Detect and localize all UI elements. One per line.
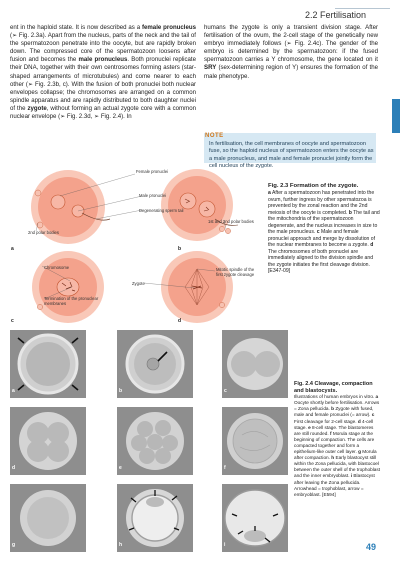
section-header: 2.2 Fertilisation — [304, 10, 366, 20]
caption-letter: a — [268, 190, 271, 196]
fig24-panel-b-letter: b — [119, 388, 123, 394]
term-zygote: zygote — [27, 104, 47, 112]
note-label: NOTE — [205, 133, 224, 139]
caption-letter: f — [329, 430, 332, 436]
body-text: . Both pronuclei replicate their DNA, together with their own centrosomes forming asters (star-shaped arrangements of microtubules) and come nearer to each other (➢ Fig. 2.3b, c). With the fusion of both pronuclei both nuclear envelopes collapse; the chromosomes are arranged on a common spindle apparatus and are rapidly distributed to both daughter nuclei of the — [10, 56, 196, 112]
caption-letter: c — [371, 412, 375, 418]
caption-letter: b — [348, 209, 352, 216]
label-2nd-polar-bodies: 2nd polar bodies — [28, 230, 59, 235]
figure-2-4-caption — [294, 381, 380, 498]
label-degenerating-sperm-tail: Degenerating sperm tail — [139, 208, 184, 213]
caption-letter: b — [331, 406, 335, 412]
chapter-tab — [392, 99, 400, 133]
caption-letter: d — [370, 242, 374, 248]
body-text: ent in the haploid state. It is now described as a — [10, 24, 142, 31]
fig24-panel-d-letter: d — [12, 465, 16, 471]
caption-letter: d — [357, 418, 361, 424]
caption-text: After a spermatozoon has penetrated into the ovum, further ingress by other spermatozoa is prevented by the zonal reaction and the 2nd meiosis of the oocyte is completed. — [268, 190, 375, 216]
caption-letter: e — [308, 424, 311, 430]
note-text: In fertilisation, the cell membranes of oocyte and spermatozoon fuse, so the haploid nucleus of spermatozoon enters the oocyte as a male pronucleus, and male and female pronuclei jointly form the cell nucleus of the zygote. — [209, 141, 374, 169]
body-text: (➢ Fig. 2.3a). Apart from the nucleus, parts of the neck and the tail of the spermatozoon penetrate into the oocyte, but are rapidly broken down. The compressed core of the spermatozoon loosens after fusion and becomes the — [10, 32, 196, 64]
caption-letter: i — [350, 473, 353, 479]
caption-text: The tail and the mitochondria of the spermatozoon degenerate, and the nucleus increases in size to the male pronucleus. — [268, 209, 380, 235]
caption-text: Male and female pronuclei approach and merge by dissolution of the nuclear membranes to become a zygote. — [268, 229, 376, 248]
caption-letter: c — [316, 229, 320, 235]
micrograph-i — [222, 484, 288, 552]
micrograph-a — [10, 330, 86, 398]
caption-text: The chromosomes of both pronuclei are immediately aligned to the division spindle and the zygote initiates the first cleavage division. [E347-09] — [268, 248, 374, 274]
micrograph-h — [117, 484, 193, 552]
caption-text: Morula stage at the beginning of compaction. The cells are compacted together and form a epithelium-like outer cell layer. — [294, 430, 375, 455]
caption-letter: g — [358, 449, 361, 455]
micrograph-e — [117, 407, 193, 475]
micrograph-g — [10, 484, 86, 552]
label-female-pronuclei: Female pronuclei — [136, 169, 169, 174]
header-rule — [335, 8, 390, 9]
micrograph-d — [10, 407, 86, 475]
fig24-panel-a-letter: a — [12, 388, 15, 394]
body-text: humans the zygote is only a transient division stage. After fertilisation of the ovum, the 2-cell stage of the genetically new embryo immediately follows (➢ Fig. 2.4c). The gender of the embryo is determined by the spermatozoon: if the fused spermatozoon carries a Y chromosome, the gene located on it — [204, 24, 378, 64]
label-termination-pronuclear: Termination of the pronuclear membranes — [44, 296, 99, 306]
panel-b-oocyte — [161, 169, 238, 241]
fig23-panel-d-letter: d — [178, 318, 182, 324]
micrograph-c — [222, 330, 288, 398]
figure-2-4-caption-title: Fig. 2.4 Cleavage, compaction and blastocysts. — [294, 381, 373, 394]
caption-text: 4-cell stage. — [294, 418, 374, 430]
caption-letter: a — [375, 394, 379, 400]
fig23-panel-a-letter: a — [11, 246, 14, 252]
caption-text: Oocyte shortly before fertilisation. Arrows = Zona pellucida. — [294, 400, 380, 412]
fig23-panel-b-letter: b — [178, 246, 182, 252]
body-text: , without forming an actual zygote core with a common nuclear envelope (➢ Fig. 2.3d, ➢ Fig. 2.4). In — [10, 104, 196, 121]
fig24-panel-g-letter: g — [12, 542, 16, 548]
micrograph-b — [117, 330, 193, 398]
body-column-right — [204, 24, 378, 81]
caption-text: 8-cell stage. The blastomeres are still rounded. — [294, 424, 374, 436]
fig23-panel-c-letter: c — [11, 318, 14, 324]
term-sry: SRY — [204, 64, 217, 72]
caption-text: Early blastocyst still within the Zona pellucida, with blastocoel between the outer shell of the trophoblast and the inner embryoblast. — [294, 455, 380, 479]
fig24-panel-i-letter: i — [224, 542, 226, 548]
body-column-left — [10, 24, 196, 121]
caption-text: Zygote with fused, male and female pronuclei (= arrow). — [294, 406, 374, 418]
label-1st-2nd-polar-bodies: 1st and 2nd polar bodies — [208, 219, 254, 224]
fig24-panel-h-letter: h — [119, 542, 123, 548]
label-chromosome: Chromosome — [44, 265, 70, 270]
caption-letter: h — [331, 455, 335, 461]
caption-text: First cleavage for 2-cell stage. — [294, 418, 358, 424]
term-male-pronucleus: male pronucleus — [78, 56, 128, 64]
caption-text: Blastocyst after leaving the Zona pellucida. Arrowhead = trophoblast, arrow = embryoblast. [E594] — [294, 473, 375, 497]
figure-2-3-caption-title: Fig. 2.3 Formation of the zygote. — [268, 183, 359, 189]
panel-c-oocyte — [32, 251, 104, 323]
term-female-pronucleus: female pronucleus — [141, 24, 196, 31]
label-male-pronuclei: Male pronuclei — [139, 193, 167, 198]
micrograph-f — [222, 407, 288, 475]
caption-text: Illustrations of human embryos in vitro. — [294, 394, 376, 400]
page-number: 49 — [366, 542, 377, 552]
fig24-panel-e-letter: e — [119, 465, 122, 471]
fig24-panel-f-letter: f — [224, 465, 226, 471]
label-zygote: Zygote — [132, 281, 145, 286]
label-mitotic-spindle: Mitotic spindle of the first zygote cleavage — [216, 267, 255, 277]
fig24-panel-c-letter: c — [224, 388, 227, 394]
caption-text: Morula after compaction. — [294, 449, 377, 461]
panel-d-oocyte — [161, 251, 233, 323]
figure-2-3-caption — [268, 183, 380, 275]
body-text: (sex-determining region of Y) ensures the formation of the male phenotype. — [204, 64, 378, 80]
